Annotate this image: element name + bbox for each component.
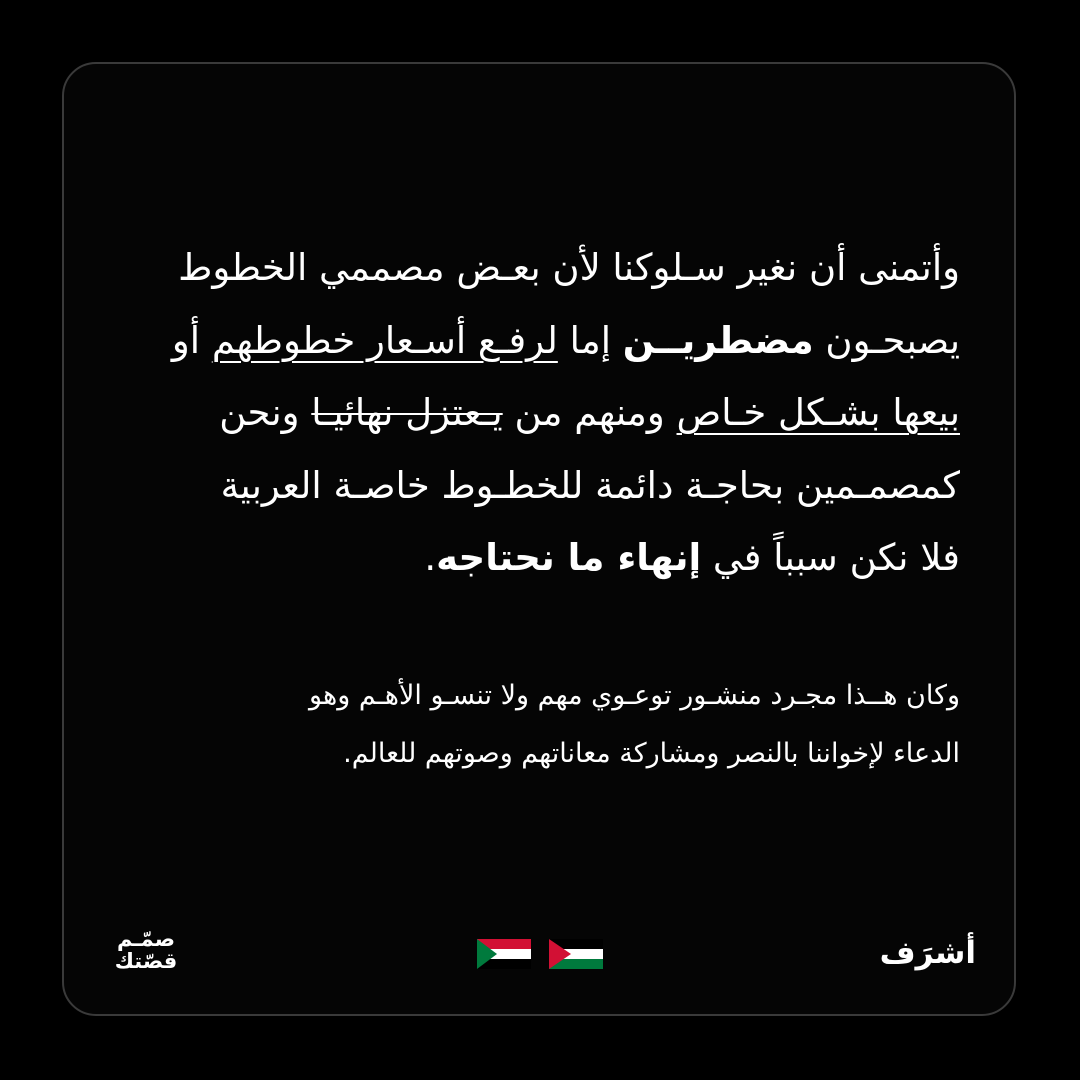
text-line: وكان هــذا مجـرد منشـور توعـوي مهم ولا تنسـو الأهـم وهو — [309, 679, 960, 711]
design-your-story-logo — [100, 928, 192, 972]
strikethrough-phrase: يـعتزل نهائيـا — [311, 391, 503, 434]
main-paragraph — [118, 232, 960, 595]
text-segment: يصبحـون — [813, 318, 960, 362]
text-line: كمصمـمين بحاجـة دائمة للخطـوط خاصـة العربية — [220, 463, 960, 507]
secondary-paragraph — [118, 667, 960, 783]
text-segment: أو — [171, 318, 212, 362]
text-segment: فلا نكن سبباً في — [701, 536, 960, 579]
post-body — [118, 232, 960, 783]
text-line: الدعاء لإخواننا بالنصر ومشاركة معاناتهم وصوتهم للعالم. — [343, 737, 960, 769]
bold-phrase: إنهاء ما نحتاجه — [436, 536, 702, 579]
ashraf-logo: أشرَف — [879, 935, 976, 971]
flags-group — [477, 939, 603, 971]
underlined-phrase: بيعها بشـكل خـاص — [676, 391, 960, 434]
text-segment: إما — [557, 318, 623, 362]
logo-line: قصّتك — [114, 949, 178, 973]
text-segment: ونحن — [219, 391, 312, 434]
text-line — [118, 377, 960, 450]
palestine-flag-icon — [549, 939, 603, 969]
text-line — [118, 522, 960, 595]
logo-line: صمّـم — [116, 927, 176, 951]
underlined-phrase: لرفـع أسـعار خطوطهم — [211, 318, 558, 362]
text-segment: . — [424, 536, 437, 579]
text-line — [118, 305, 960, 378]
text-segment: ومنهم من — [502, 391, 677, 434]
bold-word: مضطريــن — [622, 318, 814, 362]
sudan-flag-icon — [477, 939, 531, 969]
text-line: وأتمنى أن نغير سـلوكنا لأن بعـض مصممي الخطوط — [178, 246, 960, 289]
